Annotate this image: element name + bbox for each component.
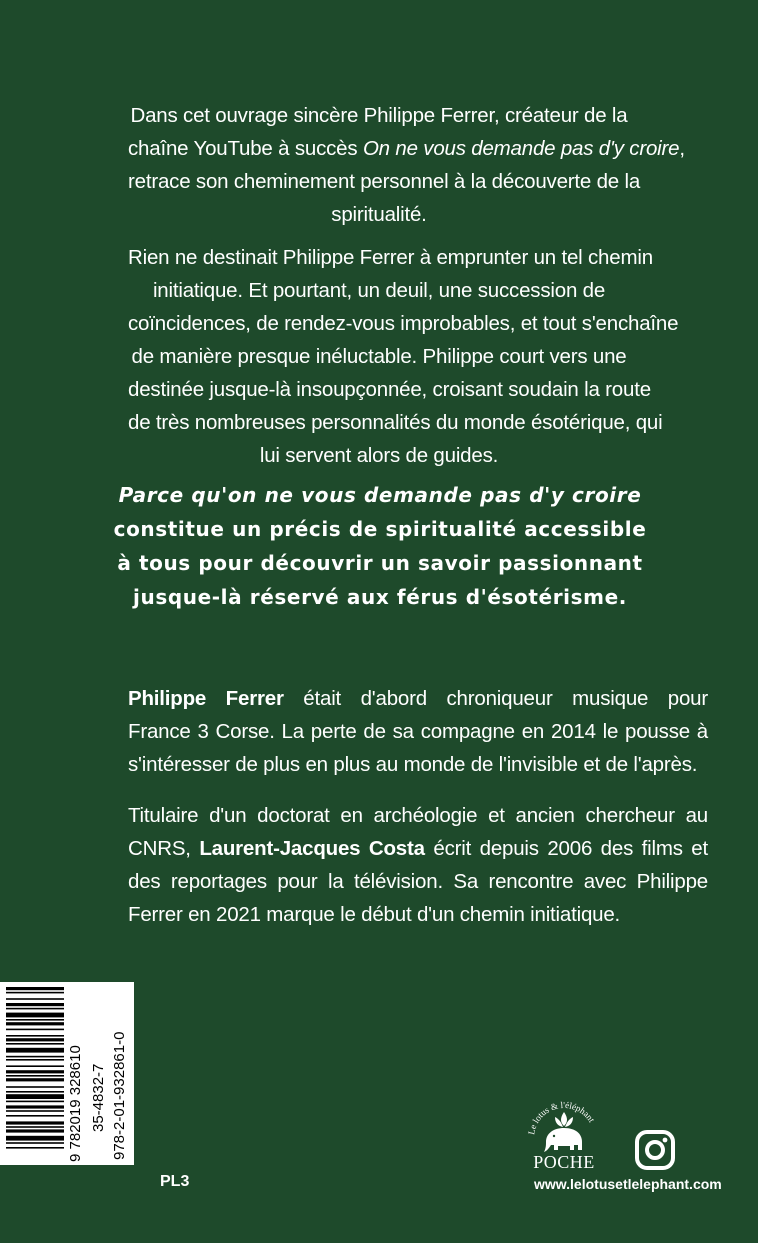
summary-p2-line: coïncidences, de rendez-vous improbables, et tout s'enchaîne — [128, 312, 679, 335]
barcode-ref: 35-4832-7 — [90, 1063, 107, 1132]
barcode-bar — [6, 1070, 64, 1073]
pitch-line: jusque-là réservé aux férus d'ésotérisme. — [133, 585, 627, 609]
barcode-bar — [6, 1091, 64, 1093]
barcode — [0, 982, 134, 1165]
author-2-line-4: Ferrer en 2021 marque le début d'un chemin initiatique. — [128, 903, 621, 926]
barcode-bar — [6, 1022, 64, 1025]
author-1-line-1-text: était d'abord chroniqueur musique pour — [283, 687, 709, 710]
barcode-ean: 9 782019 328610 — [67, 1045, 84, 1162]
price-code: PL3 — [160, 1173, 190, 1190]
barcode-bar — [6, 1126, 64, 1128]
barcode-bar — [6, 1094, 64, 1099]
summary-paragraph-2 — [128, 241, 679, 472]
barcode-bar — [6, 1065, 64, 1067]
youtube-channel-title: On ne vous demande pas d'y croire — [362, 137, 680, 160]
barcode-bar — [6, 1056, 64, 1058]
author-2-line-2-post: écrit depuis 2006 des films et — [424, 837, 708, 860]
barcode-bar — [6, 1078, 64, 1081]
barcode-bars — [6, 987, 64, 1149]
instagram-icon[interactable] — [633, 1128, 677, 1172]
summary-p1-line-2-comma: , — [679, 137, 685, 160]
author-bio-1 — [128, 682, 708, 781]
summary-p1-line-4: spiritualité. — [331, 203, 427, 226]
author-bio-2 — [128, 799, 708, 931]
author-2-name: Laurent-Jacques Costa — [199, 837, 425, 860]
barcode-bar — [6, 1086, 64, 1088]
publisher-name-arc: Le lotus & l'éléphant — [526, 1099, 597, 1136]
barcode-bar — [6, 1043, 64, 1045]
summary-p2-line: Rien ne destinait Philippe Ferrer à emprunter un tel chemin — [128, 246, 653, 269]
summary-p1-line-2 — [128, 132, 685, 165]
barcode-bar — [6, 1019, 64, 1021]
summary-p1-line-3: retrace son cheminement personnel à la découverte de la — [128, 170, 641, 193]
pitch-line: à tous pour découvrir un savoir passionnant — [117, 551, 643, 575]
imprint-label: POCHE — [533, 1152, 595, 1172]
barcode-bar — [6, 1048, 64, 1053]
barcode-bar — [6, 1013, 64, 1018]
barcode-bar — [6, 1101, 64, 1103]
barcode-bar — [6, 1110, 64, 1112]
book-title-line: Parce qu'on ne vous demande pas d'y croire — [118, 483, 642, 507]
barcode-bar — [6, 987, 64, 990]
summary-p2-line: destinée jusque-là insoupçonnée, croisant soudain la route — [128, 378, 651, 401]
summary-p2-line: lui servent alors de guides. — [259, 444, 499, 467]
author-1-line-3: s'intéresser de plus en plus au monde de l'invisible et de l'après. — [128, 753, 698, 776]
barcode-bar — [6, 1059, 64, 1061]
summary-p2-line: initiatique. Et pourtant, un deuil, une succession de — [152, 279, 606, 302]
barcode-graphic — [0, 982, 134, 1165]
author-1-name: Philippe Ferrer — [128, 687, 284, 710]
barcode-bar — [6, 1105, 64, 1108]
barcode-bar — [6, 1035, 64, 1037]
author-2-line-2-pre: CNRS, — [128, 837, 200, 860]
barcode-bar — [6, 992, 64, 994]
barcode-bar — [6, 1075, 64, 1077]
author-2-line-1: Titulaire d'un doctorat en archéologie et ancien chercheur au — [128, 804, 708, 827]
pitch-paragraph — [110, 478, 650, 614]
barcode-bar — [6, 1029, 64, 1031]
author-1-line-2: France 3 Corse. La perte de sa compagne en 2014 le pousse à — [128, 720, 708, 743]
barcode-bar — [6, 1147, 64, 1149]
barcode-isbn: 978-2-01-932861-0 — [111, 1031, 128, 1160]
author-1-line-1 — [128, 682, 708, 715]
barcode-bar — [6, 998, 64, 1000]
author-2-line-3: des reportages pour la télévision. Sa rencontre avec Philippe — [128, 870, 708, 893]
summary-p1-line-1: Dans cet ouvrage sincère Philippe Ferrer, créateur de la — [130, 104, 628, 127]
barcode-bar — [6, 1129, 64, 1132]
website-link[interactable]: www.lelotusetlelephant.com — [534, 1176, 722, 1192]
pitch-line: constitue un précis de spiritualité accessible — [113, 517, 647, 541]
author-2-line-2 — [128, 832, 708, 865]
barcode-bar — [6, 1038, 64, 1041]
barcode-bar — [6, 1003, 64, 1006]
summary-p1-line-2-text: chaîne YouTube à succès — [128, 137, 363, 160]
summary-p2-line: de très nombreuses personnalités du monde ésotérique, qui — [128, 411, 663, 434]
barcode-bar — [6, 1121, 64, 1124]
summary-paragraph-1 — [128, 99, 685, 231]
summary-p2-line: de manière presque inéluctable. Philippe court vers une — [131, 345, 627, 368]
barcode-bar — [6, 1142, 64, 1144]
barcode-bar — [6, 1136, 64, 1141]
barcode-bar — [6, 1008, 64, 1010]
barcode-bar — [6, 1115, 64, 1117]
